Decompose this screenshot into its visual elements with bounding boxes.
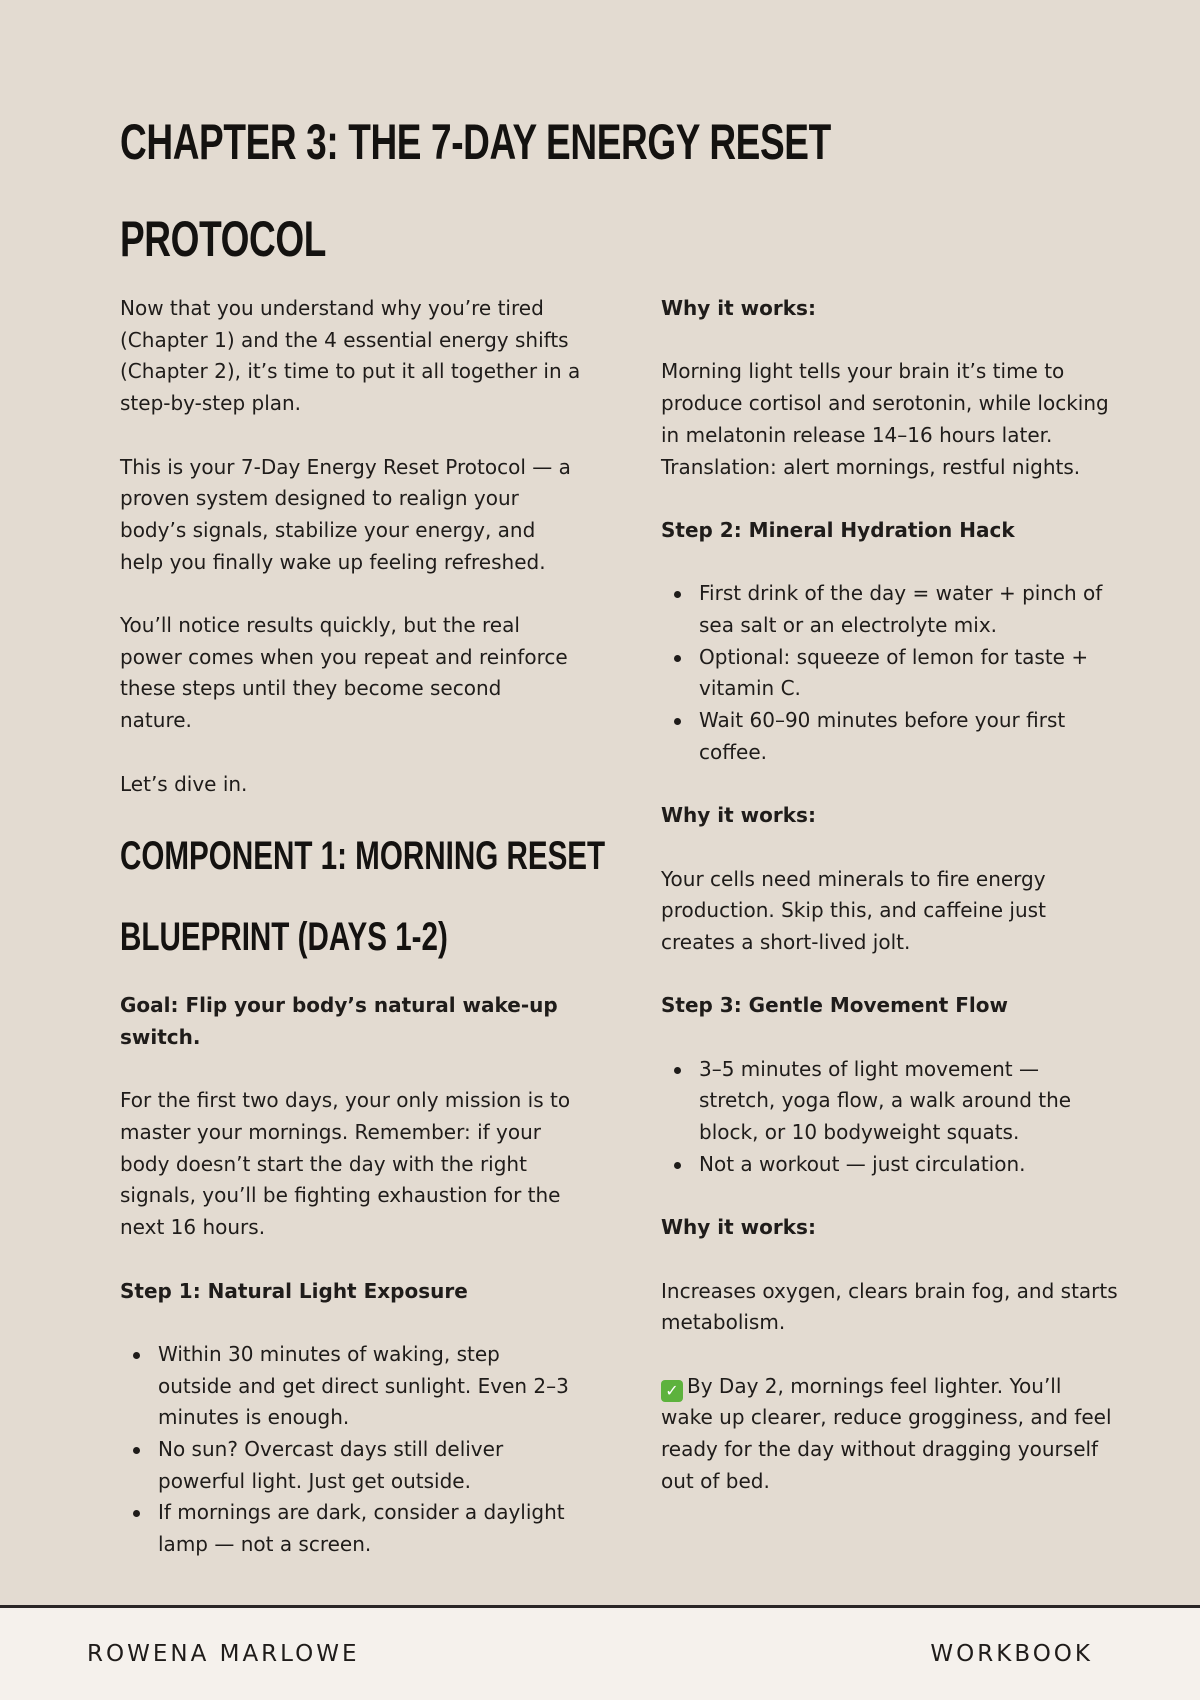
why-heading: Why it works: <box>661 296 816 320</box>
step2-list <box>661 578 1161 768</box>
footer-label: WORKBOOK <box>930 1641 1093 1667</box>
list-item: 3–5 minutes of light movement — stretch, yoga flow, a walk around the block, or 10 bodyweight squats. <box>661 1054 1161 1149</box>
result-paragraph <box>661 1371 1161 1498</box>
mission-paragraph: For the first two days, your only mission is to master your mornings. Remember: if your body doesn’t start the day with the right signals, you’ll be fighting exhaustion for the next 16 hours. <box>120 1088 571 1240</box>
list-item: No sun? Overcast days still deliver powerful light. Just get outside. <box>120 1434 620 1497</box>
why-heading: Why it works: <box>661 1215 816 1240</box>
intro-paragraph: Let’s dive in. <box>120 771 248 796</box>
list-item: Not a workout — just circulation. <box>661 1149 1161 1181</box>
why-paragraph: Increases oxygen, clears brain fog, and starts metabolism. <box>661 1278 1118 1335</box>
step1-list <box>120 1339 620 1561</box>
step2-heading: Step 2: Mineral Hydration Hack <box>661 517 1015 542</box>
list-item: Optional: squeeze of lemon for taste + vitamin C. <box>661 642 1161 705</box>
why-paragraph: Morning light tells your brain it’s time to produce cortisol and serotonin, while locking in melatonin release 14–16 hours later. Translation: alert mornings, restful nights. <box>661 359 1109 479</box>
step3-heading: Step 3: Gentle Movement Flow <box>661 993 1008 1018</box>
why-heading: Why it works: <box>661 803 816 828</box>
why-paragraph: Your cells need minerals to fire energy production. Skip this, and caffeine just creates a short-lived jolt. <box>661 866 1046 954</box>
chapter-title-line2: PROTOCOL <box>120 211 327 267</box>
list-item: First drink of the day = water + pinch of sea salt or an electrolyte mix. <box>661 578 1161 641</box>
left-column <box>120 293 620 1593</box>
step3-list <box>661 1054 1161 1181</box>
page-footer <box>0 1605 1200 1700</box>
result-text: By Day 2, mornings feel lighter. You’ll wake up clearer, reduce grogginess, and feel ready for the day without dragging yourself out of bed. <box>661 1373 1112 1493</box>
list-item: If mornings are dark, consider a daylight lamp — not a screen. <box>120 1497 620 1560</box>
check-mark-button-icon: ✓ <box>661 1380 683 1402</box>
list-item: Within 30 minutes of waking, step outside and get direct sunlight. Even 2–3 minutes is enough. <box>120 1339 620 1434</box>
right-column <box>661 293 1161 1529</box>
step1-heading: Step 1: Natural Light Exposure <box>120 1278 468 1303</box>
component-heading-line1: COMPONENT 1: MORNING RESET <box>120 834 606 879</box>
intro-paragraph: This is your 7-Day Energy Reset Protocol — a proven system designed to realign your body’s signals, stabilize your energy, and help you finally wake up feeling refreshed. <box>120 454 571 574</box>
footer-author: ROWENA MARLOWE <box>87 1641 360 1667</box>
chapter-title-line1: CHAPTER 3: THE 7-DAY ENERGY RESET <box>120 114 831 170</box>
component-heading-line2: BLUEPRINT (DAYS 1-2) <box>120 915 448 960</box>
intro-paragraph: You’ll notice results quickly, but the real power comes when you repeat and reinforce these steps until they become second nature. <box>120 613 568 733</box>
intro-paragraph: Now that you understand why you’re tired (Chapter 1) and the 4 essential energy shifts (Chapter 2), it’s time to put it all together in a step-by-step plan. <box>120 296 581 416</box>
list-item: Wait 60–90 minutes before your first coffee. <box>661 705 1161 768</box>
goal-text: Goal: Flip your body’s natural wake-up switch. <box>120 993 558 1049</box>
